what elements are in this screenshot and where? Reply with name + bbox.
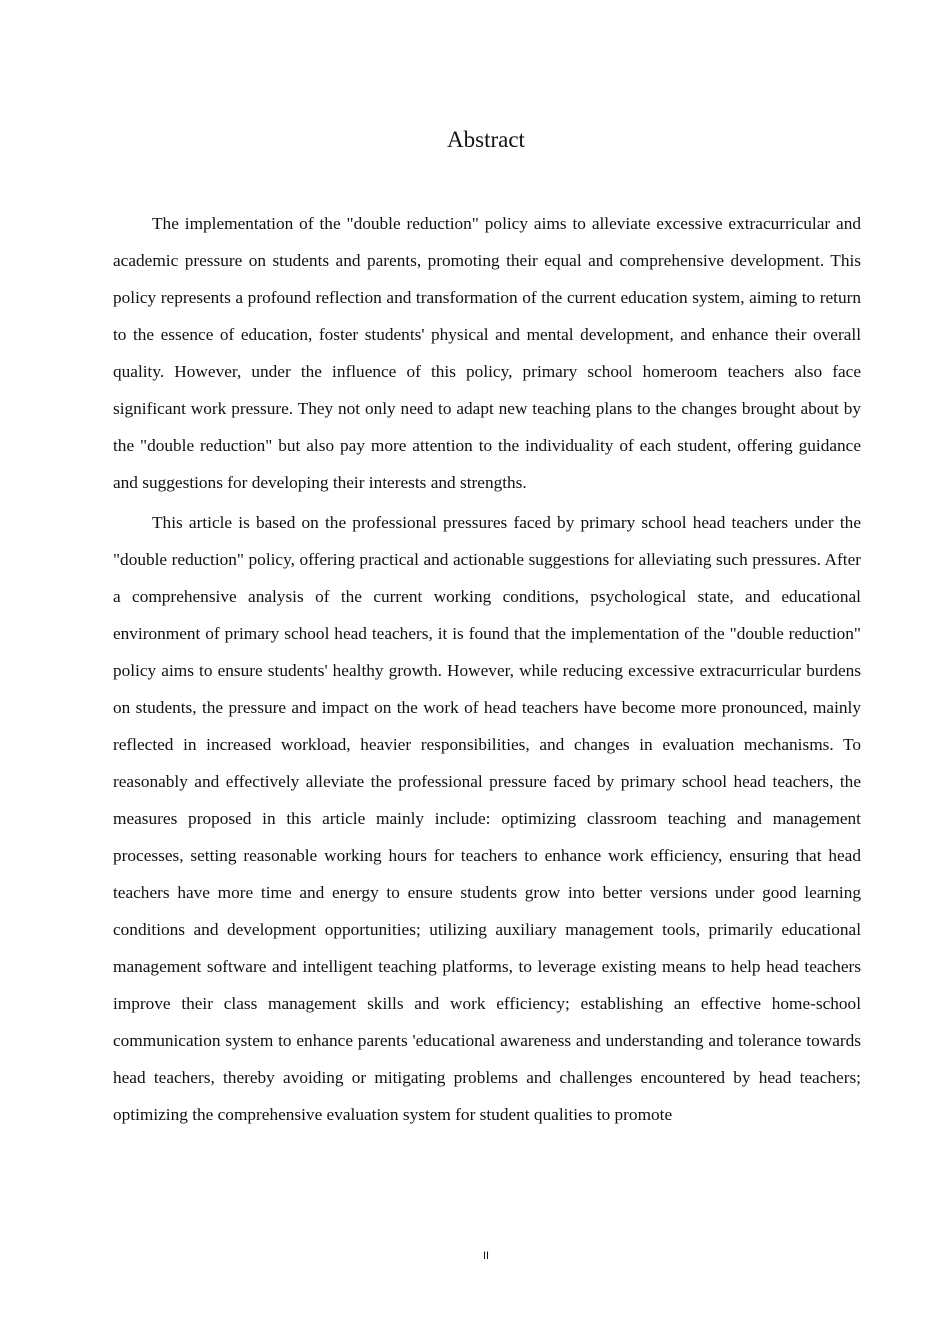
abstract-paragraph-2: This article is based on the professional pressures faced by primary school head teachers under the "double reduction" policy, offering practical and actionable suggestions for alleviating such pressures. After a comprehensive analysis of the current working conditions, psychological state, and educational environment of primary school head teachers, it is found that the implementation of the "double reduction" policy aims to ensure students' healthy growth. However, while reducing excessive extracurricular burdens on students, the pressure and impact on the work of head teachers have become more pronounced, mainly reflected in increased workload, heavier responsibilities, and changes in evaluation mechanisms. To reasonably and effectively alleviate the professional pressure faced by primary school head teachers, the measures proposed in this article mainly include: optimizing classroom teaching and management processes, setting reasonable working hours for teachers to enhance work efficiency, ensuring that head teachers have more time and energy to ensure students grow into better versions under good learning conditions and development opportunities; utilizing auxiliary management tools, primarily educational management software and intelligent teaching platforms, to leverage existing means to help head teachers improve their class management skills and work efficiency; establishing an effective home-school communication system to enhance parents 'educational awareness and understanding and tolerance towards head teachers, thereby avoiding or mitigating problems and challenges encountered by head teachers; optimizing the comprehensive evaluation system for student qualities to promote <box>113 513 861 1124</box>
abstract-paragraph-1: The implementation of the "double reduction" policy aims to alleviate excessive extracurricular and academic pressure on students and parents, promoting their equal and comprehensive development. This policy represents a profound reflection and transformation of the current education system, aiming to return to the essence of education, foster students' physical and mental development, and enhance their overall quality. However, under the influence of this policy, primary school homeroom teachers also face significant work pressure. They not only need to adapt new teaching plans to the changes brought about by the "double reduction" but also pay more attention to the individuality of each student, offering guidance and suggestions for developing their interests and strengths. <box>113 214 861 492</box>
page-number: II <box>482 1250 490 1262</box>
abstract-body <box>113 205 861 1136</box>
abstract-title: Abstract <box>447 127 525 152</box>
